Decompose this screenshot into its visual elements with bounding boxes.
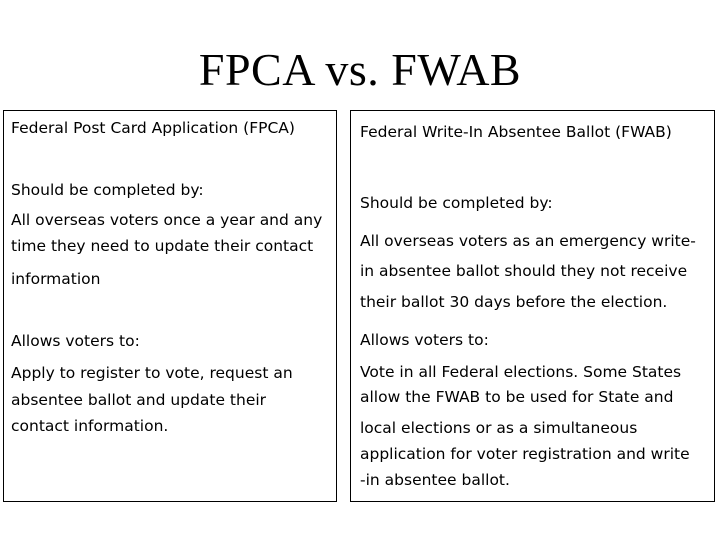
fwab-completed-colon: : <box>547 194 553 212</box>
fpca-completed-line: All overseas voters once a year and any <box>11 211 323 229</box>
fwab-column <box>350 110 715 502</box>
fpca-heading: Federal Post Card Application (FPCA) <box>11 119 295 137</box>
fwab-allows-line: -in absentee ballot. <box>360 471 510 489</box>
fpca-completed-line: time they need to update their contact <box>11 237 314 255</box>
fwab-allows-line: application for voter registration and write <box>360 445 690 463</box>
fwab-allows-line: allow the FWAB to be used for State and <box>360 388 674 406</box>
fwab-allows-label <box>360 327 489 353</box>
fpca-allows-line: contact information. <box>11 417 169 435</box>
fpca-allows-line: absentee ballot and update their <box>11 391 267 409</box>
fwab-completed-label-text: Should be completed by <box>360 194 548 212</box>
fwab-completed-line: in absentee ballot should they not receive <box>360 262 688 280</box>
fwab-completed-line: All overseas voters as an emergency write- <box>360 232 696 250</box>
fwab-completed-line: their ballot 30 days before the election. <box>360 293 668 311</box>
fpca-allows-label-text: Allows voters to <box>11 332 135 350</box>
fpca-completed-colon: : <box>198 181 204 199</box>
fpca-completed-line: information <box>11 270 101 288</box>
fwab-completed-label <box>360 190 553 216</box>
fwab-allows-line: Vote in all Federal elections. Some States <box>360 363 682 381</box>
fpca-allows-label <box>11 328 140 354</box>
fpca-column <box>3 110 337 502</box>
fwab-allows-line: local elections or as a simultaneous <box>360 419 638 437</box>
fwab-allows-label-text: Allows voters to <box>360 331 484 349</box>
fpca-completed-label-text: Should be completed by <box>11 181 199 199</box>
fpca-allows-line: Apply to register to vote, request an <box>11 364 293 382</box>
fpca-allows-colon: : <box>134 332 140 350</box>
fpca-completed-label <box>11 177 204 203</box>
page-title: FPCA vs. FWAB <box>198 44 522 95</box>
fwab-heading: Federal Write-In Absentee Ballot (FWAB) <box>360 123 672 141</box>
fwab-allows-colon: : <box>483 331 489 349</box>
